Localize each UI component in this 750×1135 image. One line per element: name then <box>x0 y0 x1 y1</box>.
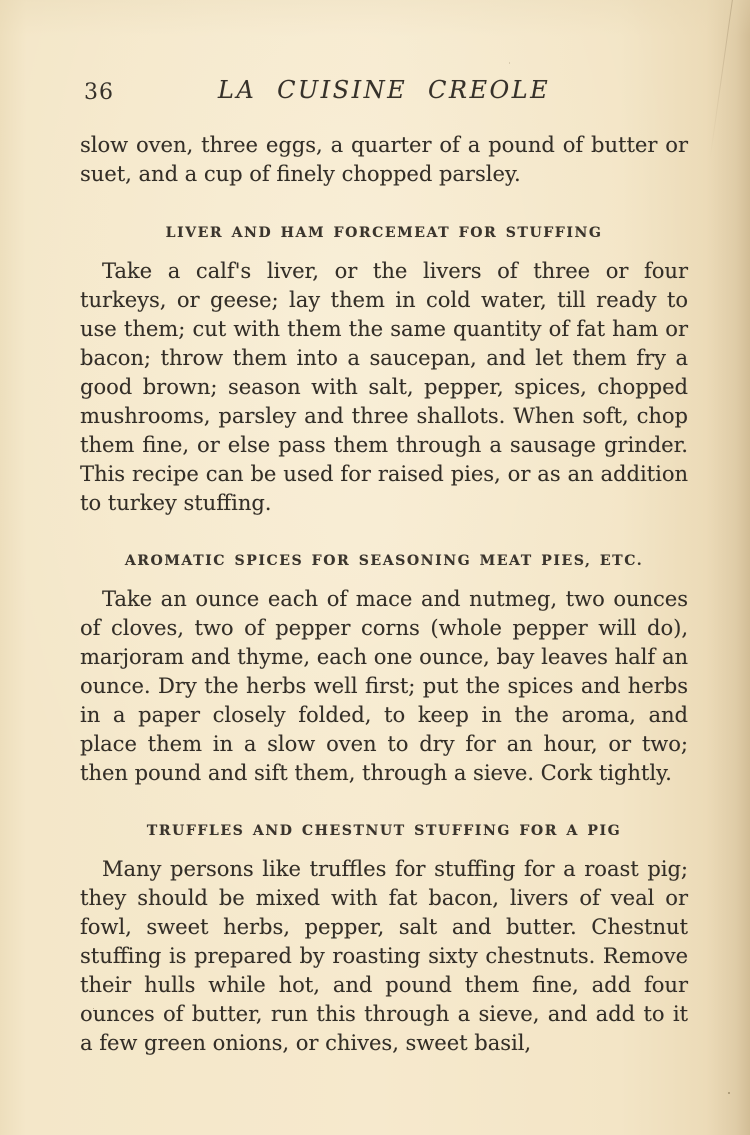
section-heading-liver-and-ham-forcemeat: LIVER AND HAM FORCEMEAT FOR STUFFING <box>165 225 603 241</box>
section-body-liver-and-ham-forcemeat: Take a calf's liver, or the livers of three or four turkeys, or geese; lay them in cold water, till ready to use them; cut with them the same quantity of fat ham or bacon; throw them into a saucepan, and let them fry a good brown; season with salt, pepper, spices, chopped mushrooms, parsley and three shallots. When soft, chop them fine, or else pass them through a sausage grinder. This recipe can be used for raised pies, or as an addition to turkey stuffing. <box>80 259 688 515</box>
page-number: 36 <box>84 80 114 105</box>
continuation-paragraph: slow oven, three eggs, a quarter of a pound of butter or suet, and a cup of finely chopped parsley. <box>80 133 688 186</box>
section-heading-aromatic-spices: AROMATIC SPICES FOR SEASONING MEAT PIES, ETC. <box>124 553 644 569</box>
page-header <box>80 76 688 104</box>
section-body-aromatic-spices: Take an ounce each of mace and nutmeg, two ounces of cloves, two of pepper corns (whole pepper will do), marjoram and thyme, each one ounce, bay leaves half an ounce. Dry the herbs well first; put the spices and herbs in a paper closely folded, to keep in the aroma, and place them in a slow oven to dry for an hour, or two; then pound and sift them, through a sieve. Cork tightly. <box>80 587 688 785</box>
page-text <box>80 131 688 1058</box>
page-crease <box>709 0 734 160</box>
paper-speck <box>509 62 510 64</box>
running-title: LA CUISINE CREOLE <box>217 76 551 104</box>
section-heading-truffles-and-chestnut: TRUFFLES AND CHESTNUT STUFFING FOR A PIG <box>146 823 622 839</box>
section-body-truffles-and-chestnut: Many persons like truffles for stuffing for a roast pig; they should be mixed with fat bacon, livers of veal or fowl, sweet herbs, pepper, salt and butter. Chestnut stuffing is prepared by roasting sixty chestnuts. Remove their hulls while hot, and pound them fine, add four ounces of butter, run this through a sieve, and add to it a few green onions, or chives, sweet basil, <box>80 857 688 1055</box>
paper-speck <box>728 1092 730 1094</box>
